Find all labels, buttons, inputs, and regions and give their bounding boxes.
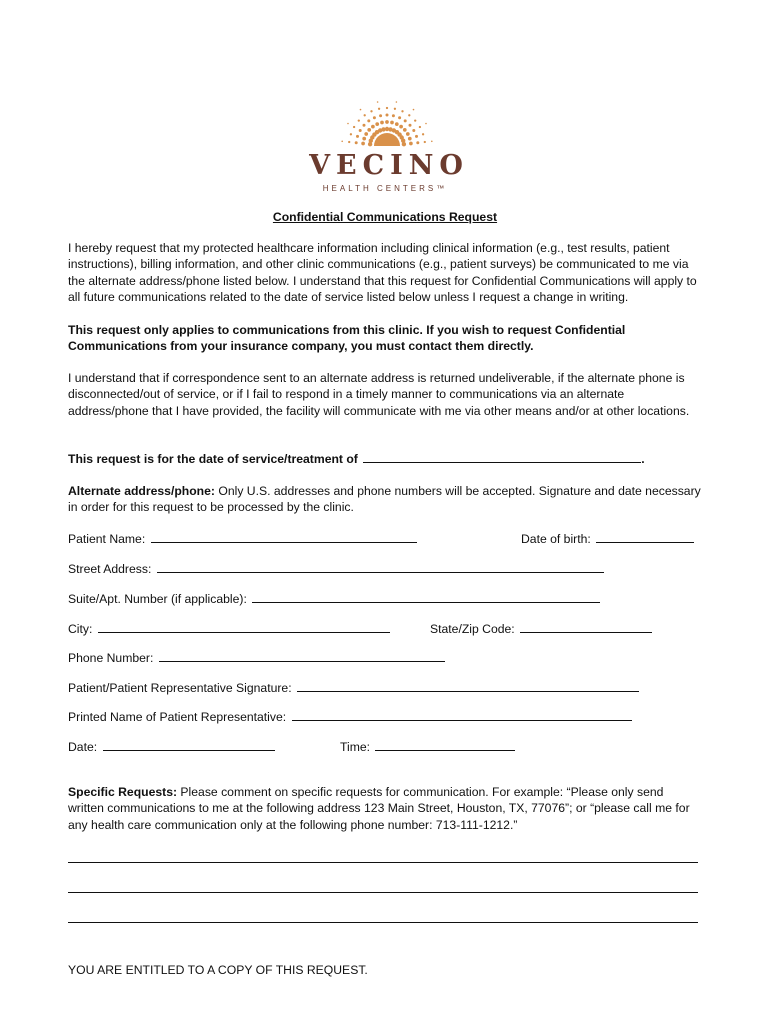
state-zip-label: State/Zip Code: (430, 622, 515, 636)
logo-subtitle: HEALTH CENTERS™ (322, 184, 448, 193)
date-of-service-input-line[interactable] (363, 450, 641, 463)
street-address-input-line[interactable] (157, 560, 604, 573)
date-input-line[interactable] (103, 738, 275, 751)
state-zip-input-line[interactable] (520, 620, 652, 633)
alternate-label: Alternate address/phone: (68, 484, 215, 498)
patient-name-input-line[interactable] (151, 530, 417, 543)
insurance-notice: This request only applies to communications from this clinic. If you wish to request Confidential Communications from your insurance company, you must contact them directly. (68, 323, 626, 354)
suite-input-line[interactable] (252, 590, 600, 603)
date-of-birth-input-line[interactable] (596, 530, 694, 543)
specific-requests-paragraph (68, 784, 702, 833)
suite-label: Suite/Apt. Number (if applicable): (68, 592, 247, 606)
form-title: Confidential Communications Request (272, 210, 498, 224)
signature-input-line[interactable] (297, 679, 639, 692)
date-of-service-field (68, 450, 645, 467)
signature-label: Patient/Patient Representative Signature: (68, 681, 292, 695)
time-field (340, 738, 515, 755)
city-label: City: (68, 622, 93, 636)
signature-field (68, 679, 639, 696)
logo-brand: VECINO (309, 150, 469, 181)
suite-field (68, 590, 600, 607)
date-field (68, 738, 275, 755)
phone-field (68, 649, 445, 666)
street-address-label: Street Address: (68, 562, 152, 576)
city-field (68, 620, 390, 637)
date-of-service-label: This request is for the date of service/treatment of (68, 452, 358, 466)
city-input-line[interactable] (98, 620, 390, 633)
undeliverable-paragraph: I understand that if correspondence sent to an alternate address is returned undeliverable, if the alternate phone is disconnected/out of service, or if I fail to respond in a timely manner to communications via an alternate address/phone that I have provided, the facility will communicate with me via other means and/or at other locations. (68, 371, 690, 418)
sun-icon (332, 90, 442, 154)
date-of-birth-label: Date of birth: (521, 532, 591, 546)
patient-name-field (68, 530, 417, 547)
comment-line-2[interactable] (68, 892, 698, 893)
date-of-service-suffix: . (641, 452, 645, 466)
specific-requests-label: Specific Requests: (68, 785, 178, 799)
comment-line-1[interactable] (68, 862, 698, 863)
intro-paragraph: I hereby request that my protected healthcare information including clinical information (e.g., test results, patient instructions), billing information, and other clinic communications (e.g., patient surveys) be communicated to me via the alternate address/phone listed below. I understand that this request for Confidential Communications will apply to all future communications related to the date of service listed below unless I request a change in writing. (68, 241, 697, 304)
time-input-line[interactable] (375, 738, 515, 751)
printed-name-field (68, 708, 632, 725)
vecino-logo (300, 86, 470, 196)
phone-input-line[interactable] (159, 649, 445, 662)
phone-label: Phone Number: (68, 651, 154, 665)
date-label: Date: (68, 740, 98, 754)
date-of-birth-field (521, 530, 694, 547)
patient-name-label: Patient Name: (68, 532, 146, 546)
state-zip-field (430, 620, 652, 637)
copy-notice: YOU ARE ENTITLED TO A COPY OF THIS REQUEST. (68, 963, 368, 977)
alternate-paragraph (68, 483, 708, 516)
alternate-text: Only U.S. addresses and phone numbers will be accepted. Signature and date necessary in order for this request to be processed by the clinic. (68, 484, 701, 515)
specific-requests-text: Please comment on specific requests for communication. For example: “Please only send written communications to me at the following address 123 Main Street, Houston, TX, 77076”; or “please call me for any health care communication only at the following phone number: 713-111-1212.” (68, 785, 690, 832)
comment-line-3[interactable] (68, 922, 698, 923)
street-address-field (68, 560, 604, 577)
printed-name-input-line[interactable] (292, 708, 632, 721)
printed-name-label: Printed Name of Patient Representative: (68, 710, 287, 724)
time-label: Time: (340, 740, 371, 754)
